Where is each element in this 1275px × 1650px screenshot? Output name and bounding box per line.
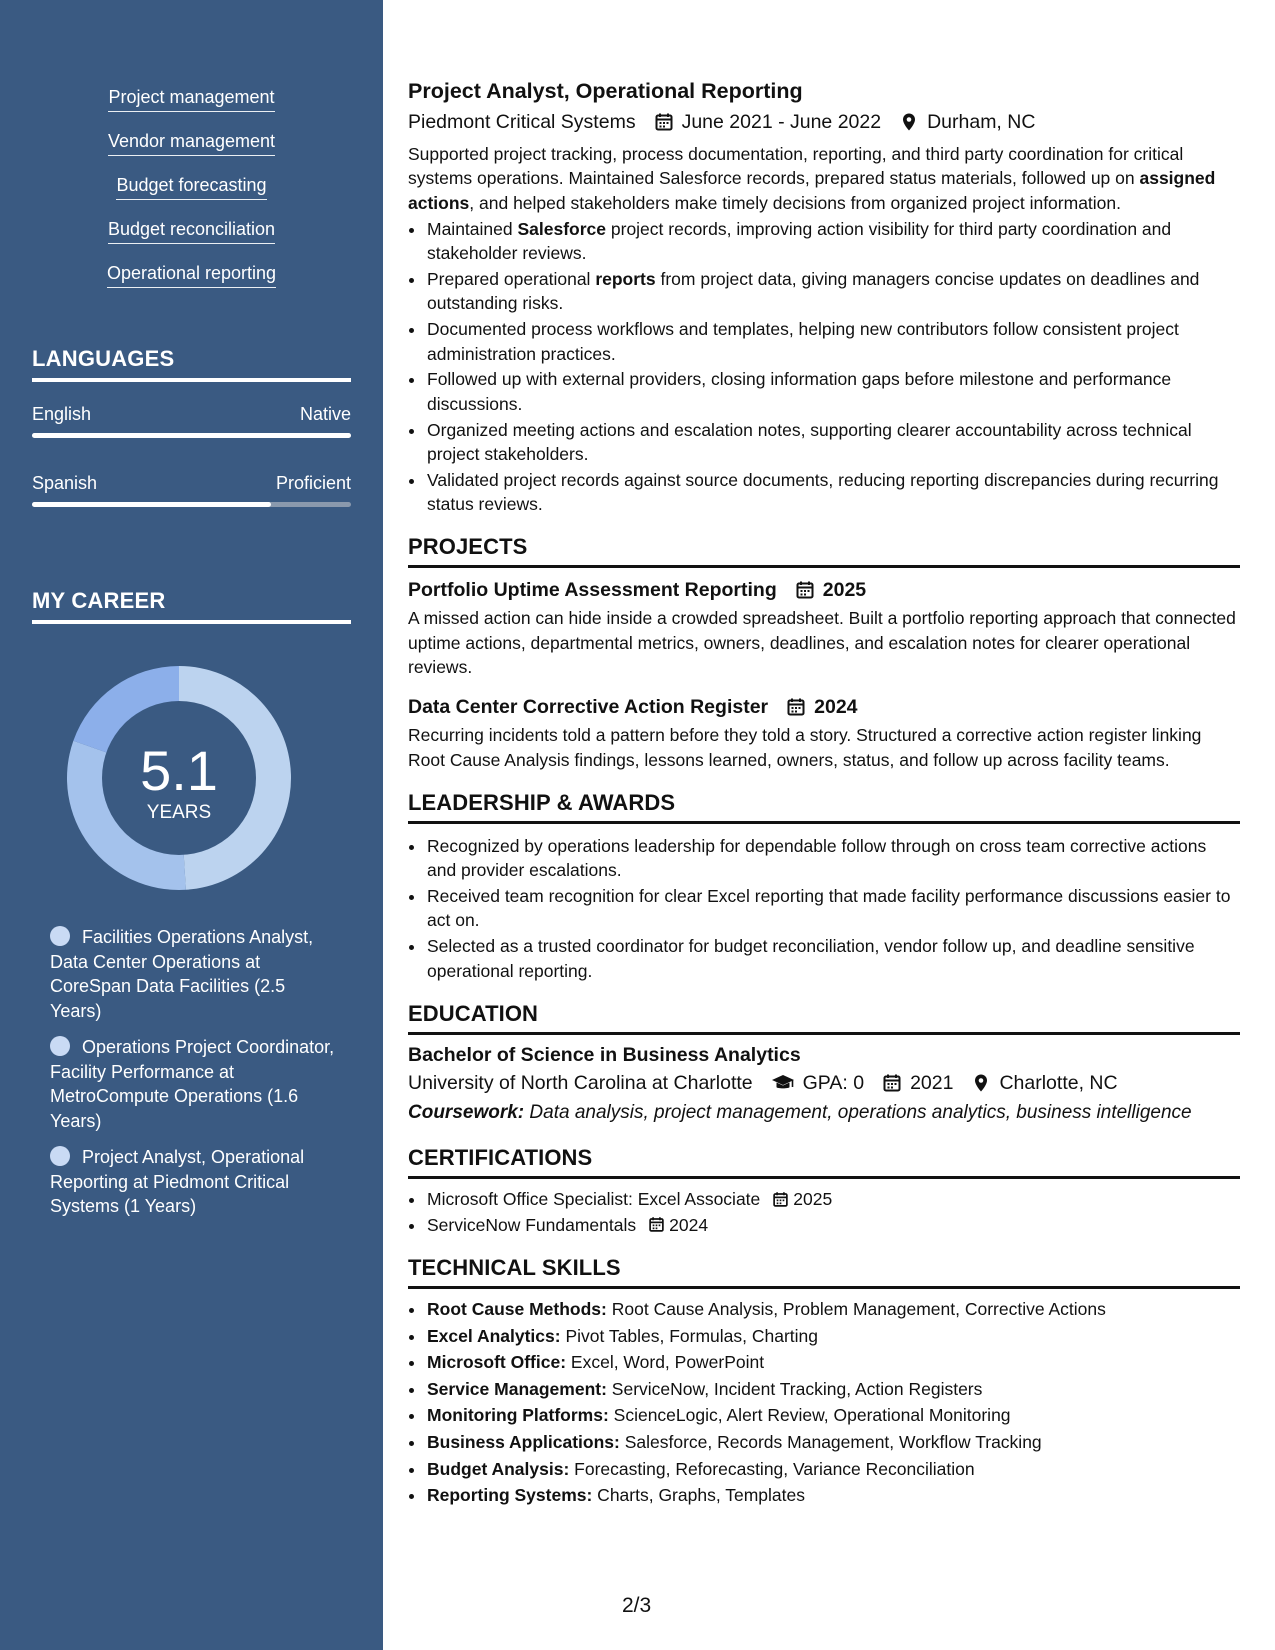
certifications-list xyxy=(408,1187,1240,1237)
calendar-icon xyxy=(772,1191,789,1208)
career-total-unit: YEARS xyxy=(146,802,212,823)
technical-skill-item: • Business Applications: Salesforce, Records Management, Workflow Tracking xyxy=(426,1430,1240,1455)
skill-item: Operational reporting xyxy=(107,262,276,288)
job-dates: June 2021 - June 2022 xyxy=(681,111,882,133)
job-bullet: • Maintained Salesforce project records, improving action visibility for third party coordination and stakeholder reviews. xyxy=(426,217,1240,266)
award-item: • Recognized by operations leadership for dependable follow through on cross team corrective actions and provider escalations. xyxy=(426,834,1240,883)
calendar-icon xyxy=(795,580,815,600)
job-bullet: • Followed up with external providers, closing information gaps before milestone and performance discussions. xyxy=(426,367,1240,416)
career-list xyxy=(50,925,335,1231)
job-bullet: • Validated project records against source documents, reducing reporting discrepancies during recurring status reviews. xyxy=(426,468,1240,517)
award-item: • Received team recognition for clear Excel reporting that made facility performance discussions easier to act on. xyxy=(426,884,1240,933)
bullet-dot-icon xyxy=(50,926,70,946)
certifications-heading: CERTIFICATIONS xyxy=(408,1145,1240,1179)
job-bullet: • Prepared operational reports from project data, giving managers concise updates on deadlines and outstanding risks. xyxy=(426,267,1240,316)
language-spanish xyxy=(32,472,351,507)
certification-item: • ServiceNow Fundamentals 2024 xyxy=(426,1213,1240,1237)
career-donut-chart xyxy=(66,665,292,891)
language-bar-fill xyxy=(32,502,271,507)
career-item-text: Operations Project Coordinator, Facility Performance at MetroCompute Operations (1.6 Years) xyxy=(50,1037,335,1131)
language-english xyxy=(32,403,351,438)
school-name: University of North Carolina at Charlotte xyxy=(408,1071,753,1094)
calendar-icon xyxy=(786,697,806,717)
map-pin-icon xyxy=(971,1073,991,1093)
career-total-value: 5.1 xyxy=(140,739,218,802)
project-year: 2025 xyxy=(822,579,867,602)
language-bar xyxy=(32,502,351,507)
project-description: A missed action can hide inside a crowded spreadsheet. Built a portfolio reporting approach that connected uptime actions, departmental metrics, owners, deadlines, and escalation notes for clearer operational reviews. xyxy=(408,608,1236,678)
language-bar-fill xyxy=(32,433,351,438)
job-location: Durham, NC xyxy=(927,111,1036,133)
project-description: Recurring incidents told a pattern before they told a story. Structured a corrective action register linking Root Cause Analysis findings, lessons learned, owners, status, and follow up across facility teams. xyxy=(408,725,1202,770)
technical-skill-item: • Service Management: ServiceNow, Incident Tracking, Action Registers xyxy=(426,1377,1240,1402)
job-summary: Supported project tracking, process documentation, reporting, and third party coordination for critical systems operations. Maintained Salesforce records, prepared status materials, followed up on assigned actions, and helped stakeholders make timely decisions from organized project information. xyxy=(408,144,1216,213)
job-title: Project Analyst, Operational Reporting xyxy=(408,79,803,103)
career-heading: MY CAREER xyxy=(32,588,351,624)
sidebar xyxy=(0,0,383,1650)
job-bullet: • Documented process workflows and templates, helping new contributors follow consistent project administration practices. xyxy=(426,317,1240,366)
technical-skill-item: • Root Cause Methods: Root Cause Analysis, Problem Management, Corrective Actions xyxy=(426,1297,1240,1322)
project-title: Data Center Corrective Action Register 2024 xyxy=(408,693,1240,721)
language-name: English xyxy=(32,404,92,424)
technical-skill-item: • Excel Analytics: Pivot Tables, Formulas, Charting xyxy=(426,1324,1240,1349)
skill-item: Budget reconciliation xyxy=(108,218,275,244)
job-bullets xyxy=(408,217,1240,517)
project-year: 2024 xyxy=(814,696,858,719)
language-level: Proficient xyxy=(275,473,351,493)
technical-skill-item: • Microsoft Office: Excel, Word, PowerPoint xyxy=(426,1350,1240,1375)
career-item xyxy=(50,1145,335,1219)
languages-heading: LANGUAGES xyxy=(32,346,351,382)
career-item-text: Facilities Operations Analyst, Data Center Operations at CoreSpan Data Facilities (2.5 Years) xyxy=(50,927,314,1021)
awards-list xyxy=(408,834,1240,983)
job-bullet: • Organized meeting actions and escalation notes, supporting clearer accountability across technical project stakeholders. xyxy=(426,418,1240,467)
award-item: • Selected as a trusted coordinator for budget reconciliation, vendor follow up, and deadline sensitive operational reporting. xyxy=(426,934,1240,983)
gpa: GPA: 0 xyxy=(802,1071,865,1094)
language-bar xyxy=(32,433,351,438)
skill-item: Project management xyxy=(108,86,274,112)
calendar-icon xyxy=(882,1073,902,1093)
technical-skill-item: • Reporting Systems: Charts, Graphs, Templates xyxy=(426,1483,1240,1508)
education-meta xyxy=(408,1069,1240,1097)
technical-skills-heading: TECHNICAL SKILLS xyxy=(408,1255,1240,1289)
degree-title: Bachelor of Science in Business Analytics xyxy=(408,1043,801,1066)
awards-heading: LEADERSHIP & AWARDS xyxy=(408,790,1240,824)
language-level: Native xyxy=(299,404,351,424)
job-company: Piedmont Critical Systems xyxy=(408,111,636,133)
education-heading: EDUCATION xyxy=(408,1001,1240,1035)
skill-item: Budget forecasting xyxy=(116,174,266,200)
graduation-year: 2021 xyxy=(910,1071,954,1094)
page-number: 2/3 xyxy=(622,1594,652,1617)
bullet-dot-icon xyxy=(50,1036,70,1056)
calendar-icon xyxy=(654,112,674,132)
career-item-text: Project Analyst, Operational Reporting at Piedmont Critical Systems (1 Years) xyxy=(50,1147,305,1216)
map-pin-icon xyxy=(899,112,919,132)
skill-item: Vendor management xyxy=(108,130,275,156)
language-name: Spanish xyxy=(32,473,98,493)
project-title: Portfolio Uptime Assessment Reporting 2025 xyxy=(408,576,1240,604)
technical-skills-list xyxy=(408,1297,1240,1508)
job-meta xyxy=(408,108,1240,136)
graduation-cap-icon xyxy=(771,1073,795,1093)
school-location: Charlotte, NC xyxy=(999,1071,1118,1094)
coursework: Coursework: Data analysis, project management, operations analytics, business intelligence xyxy=(408,1101,1192,1123)
certification-item: • Microsoft Office Specialist: Excel Associate 2025 xyxy=(426,1187,1240,1211)
skills-list xyxy=(0,86,383,306)
bullet-dot-icon xyxy=(50,1146,70,1166)
career-item xyxy=(50,925,335,1023)
career-item xyxy=(50,1035,335,1133)
main-content xyxy=(408,76,1240,1510)
technical-skill-item: • Budget Analysis: Forecasting, Reforecasting, Variance Reconciliation xyxy=(426,1457,1240,1482)
calendar-icon xyxy=(648,1216,665,1233)
projects-heading: PROJECTS xyxy=(408,534,1240,568)
technical-skill-item: • Monitoring Platforms: ScienceLogic, Alert Review, Operational Monitoring xyxy=(426,1403,1240,1428)
